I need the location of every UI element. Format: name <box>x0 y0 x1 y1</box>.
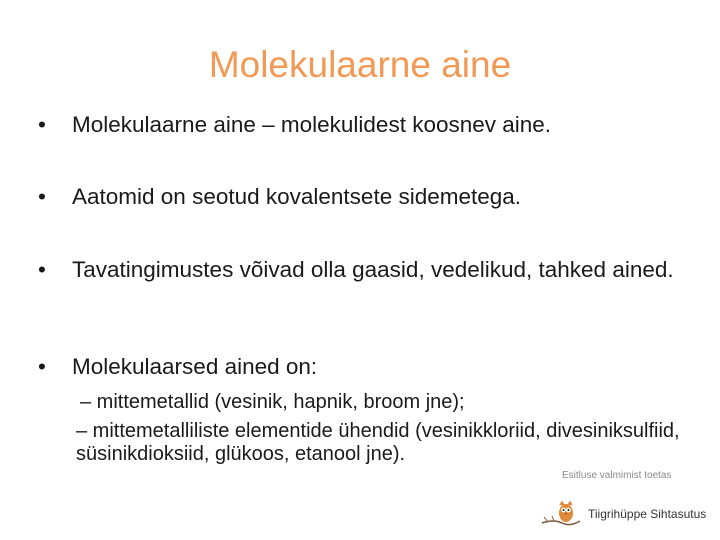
bullet-text: Molekulaarsed ained on: <box>72 354 318 379</box>
owl-on-branch-icon <box>540 497 582 531</box>
bullet-text: Molekulaarne aine – molekulidest koosnev aine. <box>72 112 552 137</box>
bullet-marker: • <box>38 112 46 137</box>
footer-credit: Esitluse valmimist toetas <box>562 470 672 481</box>
bullet-item <box>38 112 698 137</box>
sub-item: – mittemetalliliste elementide ühendid (vesinikkloriid, divesiniksulfiid, süsinikdioksiid, glükoos, etanool jne). <box>76 420 680 465</box>
footer-logo <box>540 496 710 532</box>
bullet-marker: • <box>38 257 46 282</box>
slide-title: Molekulaarne aine <box>208 44 512 85</box>
bullet-item <box>38 354 698 379</box>
bullet-marker: • <box>38 184 46 209</box>
logo-text: Tiigrihüppe Sihtasutus <box>588 507 707 521</box>
bullet-marker: • <box>38 354 46 379</box>
sub-item: – mittemetallid (vesinik, hapnik, broom jne); <box>80 391 465 413</box>
bullet-text: Aatomid on seotud kovalentsete sidemetega. <box>72 184 522 209</box>
bullet-item <box>38 184 698 209</box>
bullet-item <box>38 257 698 282</box>
bullet-text: Tavatingimustes võivad olla gaasid, vedelikud, tahked ained. <box>72 257 674 282</box>
